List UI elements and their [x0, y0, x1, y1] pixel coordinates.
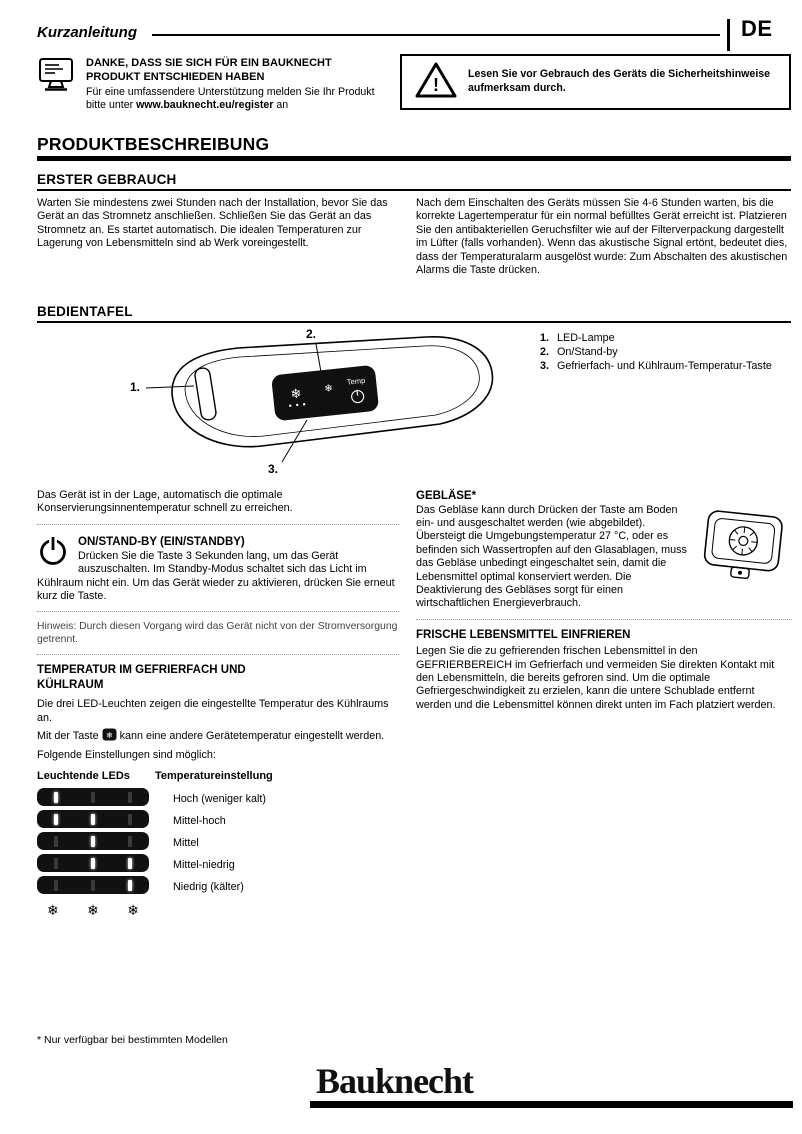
led-slot	[128, 880, 132, 891]
left-column	[37, 489, 399, 919]
fan-paragraph-wrap	[416, 504, 792, 611]
led-column-header: Leuchtende LEDs	[37, 770, 130, 783]
freezing-paragraph: Legen Sie die zu gefrierenden frischen Lebensmittel in den GEFRIERBEREICH im Gefrierfach und vermeiden Sie direkten Kontakt mit den Lebensmitteln, die bereits gefroren sind. Um die optimale Gefriergeschwindigkeit zu erzielen, kann die untere Schublade entfernt werden und die Lebensmittel können direkt unten im Fach platziert werden.	[416, 645, 776, 711]
register-text	[86, 57, 389, 112]
led-slot	[128, 858, 132, 869]
legend-label: LED-Lampe	[557, 332, 615, 344]
led-panel-column	[37, 788, 173, 919]
led-slot	[54, 814, 58, 825]
title-rule	[37, 156, 791, 161]
control-panel-shape	[271, 365, 379, 422]
temp-p2-prefix: Mit der Taste	[37, 730, 99, 743]
right-column	[416, 489, 792, 712]
led-slot	[91, 814, 95, 825]
register-link[interactable]: www.bauknecht.eu/register	[136, 99, 274, 112]
legend-num: 2.	[540, 346, 550, 358]
led-settings-table	[37, 788, 399, 919]
standby-section	[37, 533, 399, 604]
snowflake-icon: ❄	[47, 902, 59, 919]
svg-text:!: !	[433, 74, 439, 95]
led-slot	[91, 836, 95, 847]
temperature-section-title: TEMPERATUR IM GEFRIERFACH UND KÜHLRAUM	[37, 664, 246, 691]
led-slot	[128, 836, 132, 847]
legend-label: Gefrierfach- und Kühlraum-Temperatur-Taste	[557, 360, 772, 372]
snowflake-icon: ❄	[127, 902, 139, 919]
callout-3: 3.	[268, 462, 279, 476]
temp-button-icon	[102, 728, 117, 745]
dotted-separator	[416, 619, 792, 620]
legend-num: 1.	[540, 332, 550, 344]
setting-labels-column	[173, 788, 399, 919]
bauknecht-logo: Bauknecht	[316, 1061, 474, 1101]
led-row	[37, 788, 149, 806]
setting-label: Mittel-hoch	[173, 815, 226, 828]
legend-label: On/Stand-by	[557, 346, 618, 358]
dotted-separator	[37, 524, 399, 525]
temperature-paragraph-1: Die drei LED-Leuchten zeigen die eingestellte Temperatur des Kühlraums an.	[37, 698, 389, 724]
led-slot	[54, 880, 58, 891]
led-row	[37, 854, 149, 872]
first-use-left-paragraph: Warten Sie mindestens zwei Stunden nach der Installation, bevor Sie das Gerät an das Stromnetz anschließen. Schließen Sie das Gerät an das Stromnetz an. Es startet automatisch. Die idealen Temperaturen zur Lagerung von Lebensmitteln sind ab Werk voreingestellt.	[37, 197, 388, 250]
brand-bar	[310, 1101, 793, 1108]
standby-paragraph: Drücken Sie die Taste 3 Sekunden lang, um das Gerät auszuschalten. Im Standby-Modus schaltet sich das Licht im Kühlraum nicht ein. Um das Gerät wieder zu aktivieren, drücken Sie erneut kurz die Taste.	[37, 549, 395, 603]
thanks-body-prefix: Für eine umfassendere Unterstützung melden Sie Ihr Produkt bitte unter	[86, 86, 375, 112]
legend-item-1	[540, 331, 790, 345]
led-row	[37, 810, 149, 828]
fridge-top-drawing	[110, 328, 540, 486]
svg-text:❄: ❄	[105, 731, 113, 741]
led-slot	[54, 858, 58, 869]
dotted-separator	[37, 611, 399, 612]
lang-divider	[727, 19, 730, 51]
temperature-paragraph-2	[37, 728, 399, 745]
led-slot	[91, 880, 95, 891]
dotted-separator	[37, 654, 399, 655]
section-title-first-use: ERSTER GEBRAUCH	[37, 172, 177, 187]
legend-num: 3.	[540, 360, 550, 372]
footnote: * Nur verfügbar bei bestimmten Modellen	[37, 1034, 228, 1046]
section-rule	[37, 321, 791, 323]
panel-snowflake-small-icon: ❄	[323, 383, 334, 396]
snowflake-scale	[37, 898, 149, 919]
led-slot	[91, 858, 95, 869]
led-slot	[91, 792, 95, 803]
fan-paragraph: Das Gebläse kann durch Drücken der Taste am Boden ein- und ausgeschaltet werden (wie abgebildet). Übersteigt die Umgebungstemperatur 27 °C, oder es befinden sich Wassertropfen auf den Glasablagen, muss das Gebläse unbedingt eingeschaltet sein, damit die Lebensmittel optimal konserviert werden. Die Deaktivierung des Gebläses sorgt für einen wirtschaftlichen Energieverbrauch.	[416, 503, 687, 610]
led-slot	[54, 836, 58, 847]
header-rule	[152, 34, 720, 36]
first-use-right-paragraph: Nach dem Einschalten des Geräts müssen Sie 4-6 Stunden warten, bis die korrekte Lagertemperatur für ein normal befülltes Gerät erreicht ist. Platzieren Sie den antibakteriellen Geruchsfilter wie auf der Filterverpackung dargestellt im Lüfter (falls vorhanden). Wenn das akustische Signal ertönt, bedeutet dies, dass der Temperaturalarm ausgelöst wurde: Zum Abschalten des akustischen Alarms die Taste drücken.	[416, 197, 788, 277]
led-lamp-shape	[194, 367, 217, 421]
led-slot	[54, 792, 58, 803]
section-rule	[37, 189, 791, 191]
led-row	[37, 876, 149, 894]
page-title: PRODUKTBESCHREIBUNG	[37, 134, 270, 154]
register-block	[37, 57, 389, 112]
legend-item-2	[540, 345, 790, 359]
temp-p2-suffix: kann eine andere Gerätetemperatur eingestellt werden.	[119, 730, 385, 743]
language-code: DE	[741, 16, 773, 41]
thanks-title: DANKE, DASS SIE SICH FÜR EIN BAUKNECHT PRODUKT ENTSCHIEDEN HABEN	[86, 57, 332, 83]
thanks-body	[86, 86, 389, 112]
doc-kicker: Kurzanleitung	[37, 24, 137, 41]
power-icon	[37, 534, 69, 573]
setting-label: Niedrig (kälter)	[173, 881, 244, 894]
thanks-body-suffix: an	[273, 99, 289, 112]
led-row	[37, 832, 149, 850]
setting-label: Hoch (weniger kalt)	[173, 793, 267, 806]
standby-note: Hinweis: Durch diesen Vorgang wird das Gerät nicht von der Stromversorgung getrennt.	[37, 621, 398, 646]
callout-2: 2.	[306, 327, 317, 341]
temperature-paragraph-3: Folgende Einstellungen sind möglich:	[37, 748, 216, 761]
setting-label: Mittel	[173, 837, 199, 850]
legend-item-3	[540, 359, 790, 373]
fan-illustration	[696, 504, 792, 600]
section-title-control-panel: BEDIENTAFEL	[37, 304, 133, 319]
panel-snowflake-icon: ❄	[289, 385, 303, 402]
control-panel-legend	[540, 331, 790, 373]
led-slot	[128, 814, 132, 825]
freezing-section-title: FRISCHE LEBENSMITTEL EINFRIEREN	[416, 628, 631, 641]
setting-column-header: Temperatureinstellung	[155, 770, 273, 783]
fan-section-title: GEBLÄSE*	[416, 490, 477, 502]
panel-temp-label: Temp	[346, 375, 366, 387]
standby-title: ON/STAND-BY (EIN/STANDBY)	[78, 535, 245, 548]
led-table-header	[37, 770, 399, 782]
warning-icon	[414, 60, 458, 105]
setting-label: Mittel-niedrig	[173, 859, 235, 872]
control-panel-diagram	[110, 328, 540, 486]
register-monitor-icon	[37, 57, 77, 112]
led-slot	[128, 792, 132, 803]
safety-warning-text: Lesen Sie vor Gebrauch des Geräts die Sicherheitshinweise aufmerksam durch.	[468, 68, 771, 94]
snowflake-icon: ❄	[87, 902, 99, 919]
callout-1: 1.	[130, 380, 141, 394]
safety-warning-box	[400, 54, 791, 110]
device-intro-paragraph: Das Gerät ist in der Lage, automatisch die optimale Konservierungsinnentemperatur schnell zu erreichen.	[37, 489, 293, 515]
